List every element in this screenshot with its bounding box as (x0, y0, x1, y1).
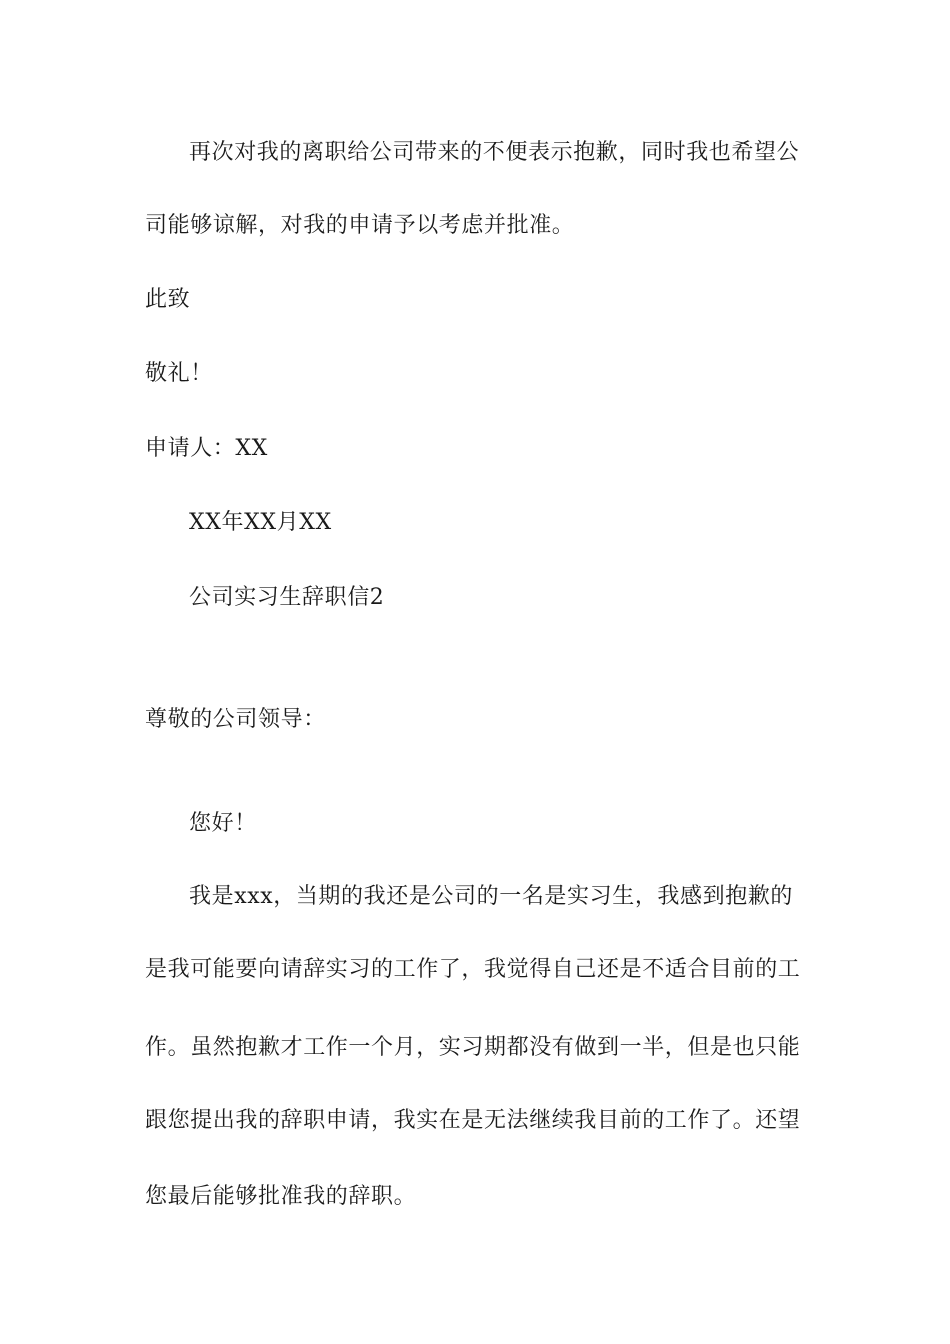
letter-date: XX年XX月XX (189, 510, 332, 535)
body-line-5: 您最后能够批准我的辞职。 (145, 1184, 417, 1209)
applicant-signature: 申请人：XX (145, 436, 268, 461)
greeting: 您好！ (189, 811, 257, 836)
section-title: 公司实习生辞职信2 (189, 585, 385, 610)
body-line-1: 我是xxx，当期的我还是公司的一名是实习生，我感到抱歉的 (189, 884, 794, 909)
body-line-2: 是我可能要向请辞实习的工作了，我觉得自己还是不适合目前的工 (145, 957, 801, 982)
body-line-4: 跟您提出我的辞职申请，我实在是无法继续我目前的工作了。还望 (145, 1108, 801, 1133)
body-line-3: 作。虽然抱歉才工作一个月，实习期都没有做到一半，但是也只能 (145, 1035, 801, 1060)
paragraph-apology-line-2: 司能够谅解，对我的申请予以考虑并批准。 (145, 213, 575, 238)
paragraph-apology-line-1: 再次对我的离职给公司带来的不便表示抱歉，同时我也希望公 (189, 140, 800, 165)
salutation: 尊敬的公司领导： (145, 707, 326, 732)
closing-jing-li: 敬礼！ (145, 361, 213, 386)
closing-ci-zhi: 此致 (145, 287, 191, 312)
